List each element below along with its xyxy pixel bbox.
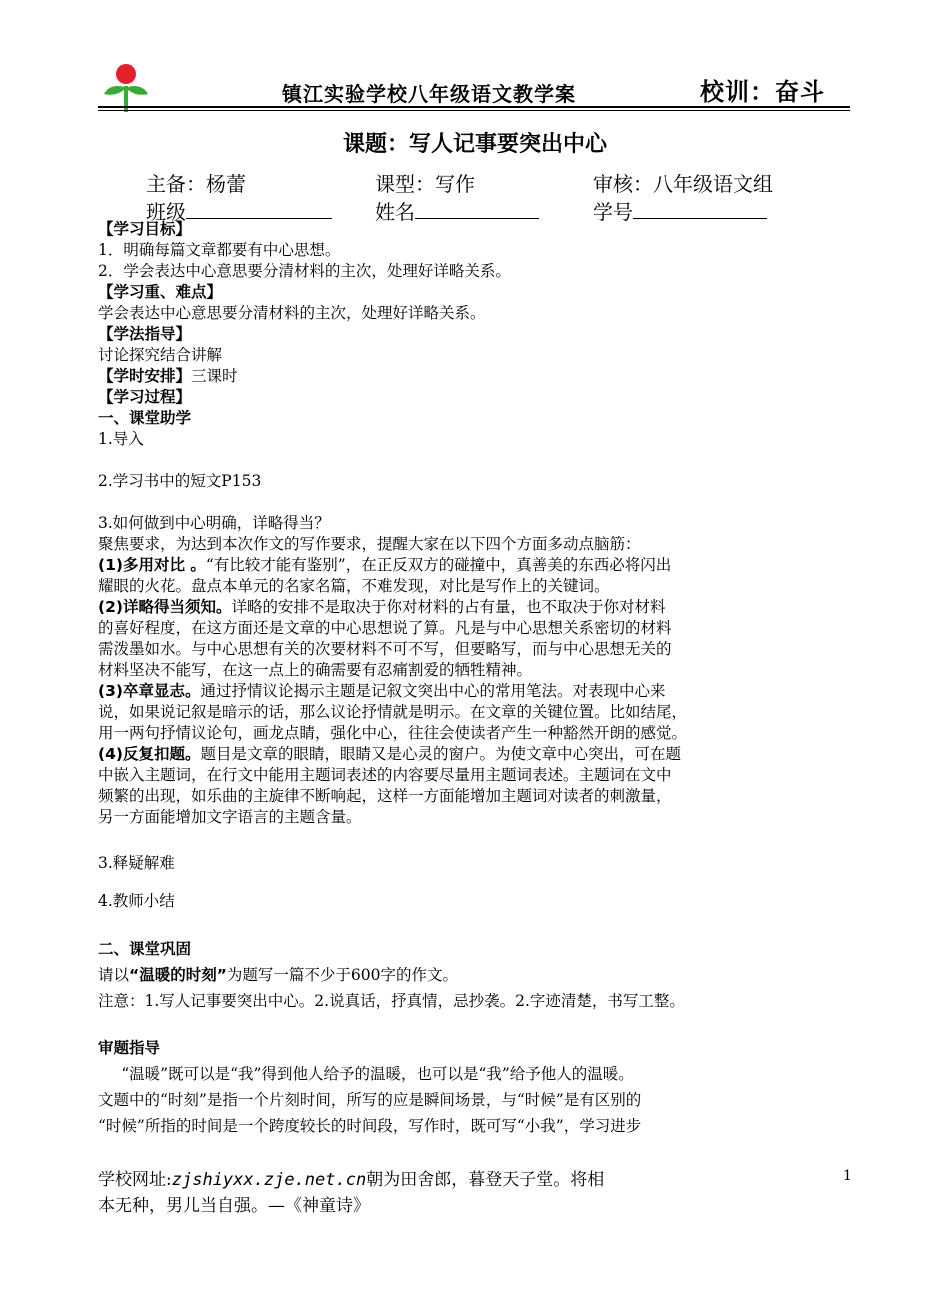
point-1-text: “有比较才能有鉴别”，在正反双方的碰撞中，真善美的东西必将闪出 xyxy=(205,556,672,574)
point-2 xyxy=(98,597,858,618)
site-label: 学校网址: xyxy=(98,1170,172,1190)
step-item: 4.教师小结 xyxy=(98,892,175,910)
type-label: 课型：写作 xyxy=(375,172,475,196)
step-item: 1.导入 xyxy=(98,430,144,448)
step-item: 3.如何做到中心明确，详略得当？ xyxy=(98,514,330,532)
page-footer xyxy=(98,1167,758,1219)
point-4-line: 频繁的出现，如乐曲的主旋律不断响起，这样一方面能增加主题词对读者的刺激量， xyxy=(98,787,672,805)
point-4-text: 题目是文章的眼睛，眼睛又是心灵的窗户。为使文章中心突出，可在题 xyxy=(200,745,681,763)
step-item: 3.释疑解难 xyxy=(98,854,175,872)
point-4-head: (4)反复扣题。 xyxy=(98,745,201,763)
method-heading: 【学法指导】 xyxy=(98,325,192,343)
time-text: 三课时 xyxy=(191,367,238,385)
point-2-line: 材料坚决不能写，在这一点上的确需要有忍痛割爱的牺牲精神。 xyxy=(98,661,533,679)
point-1-head: (1)多用对比 。 xyxy=(98,556,206,574)
name-blank[interactable] xyxy=(415,200,539,219)
point-3-line: 用一两句抒情议论句，画龙点睛，强化中心，往往会使读者产生一种豁然开朗的感觉。 xyxy=(98,724,688,742)
school-motto: 校训：奋斗 xyxy=(700,77,825,106)
step-item: 2.学习书中的短文P153 xyxy=(98,472,262,490)
point-2-head: (2)详略得当须知。 xyxy=(98,598,232,616)
task-pre: 请以 xyxy=(98,966,130,984)
part1-heading: 一、课堂助学 xyxy=(98,409,192,427)
header-rule xyxy=(98,106,850,108)
point-2-text: 详略的安排不是取决于你对材料的占有量，也不取决于你对材料 xyxy=(231,598,666,616)
poem-line-1: 朝为田舍郎，暮登天子堂。将相 xyxy=(366,1170,605,1190)
task-text xyxy=(98,962,858,988)
part2-heading: 二、课堂巩固 xyxy=(98,940,192,958)
author-label: 主备：杨蕾 xyxy=(146,172,246,196)
point-3-line: 说，如果说记叙是暗示的话，那么议论抒情就是明示。在文章的关键位置。比如结尾， xyxy=(98,703,688,721)
point-4-line: 另一方面能增加文字语言的主题含量。 xyxy=(98,808,362,826)
notice-text: 注意：1.写人记事要突出中心。2.说真话，抒真情，忌抄袭。2.字迹清楚，书写工整。 xyxy=(98,992,685,1010)
point-4-line: 中嵌入主题词，在行文中能用主题词表述的内容要尽量用主题词表述。主题词在文中 xyxy=(98,766,672,784)
footer-line-1 xyxy=(98,1167,758,1193)
guide-line: “时候”所指的时间是一个跨度较长的时间段，写作时，既可写“小我”，学习进步 xyxy=(98,1117,642,1135)
guide-heading: 审题指导 xyxy=(98,1039,161,1057)
review-label: 审核：八年级语文组 xyxy=(593,172,773,196)
class-blank[interactable] xyxy=(186,200,332,219)
name-label: 姓名 xyxy=(375,200,415,224)
goal-item: 1．明确每篇文章都要有中心思想。 xyxy=(98,241,341,259)
header-rule-thin xyxy=(98,110,850,111)
point-3-text: 通过抒情议论揭示主题是记叙文突出中心的常用笔法。对表现中心来 xyxy=(200,682,666,700)
number-label: 学号 xyxy=(593,200,633,224)
class-label: 班级 xyxy=(146,200,186,224)
guide-line: “温暖”既可以是“我”得到他人给予的温暖，也可以是“我”给予他人的温暖。 xyxy=(121,1065,634,1083)
page-number: 1 xyxy=(843,1168,852,1184)
school-title: 镇江实验学校八年级语文教学案 xyxy=(282,82,576,106)
point-1 xyxy=(98,555,858,576)
time-heading: 【学时安排】 xyxy=(98,367,192,385)
number-blank[interactable] xyxy=(633,200,767,219)
guide-line: 文题中的“时刻”是指一个片刻时间，所写的应是瞬间场景，与“时候”是有区别的 xyxy=(98,1091,642,1109)
point-1-line: 耀眼的火花。盘点本单元的名家名篇，不难发现，对比是写作上的关键词。 xyxy=(98,577,610,595)
goal-item: 2．学会表达中心意思要分清材料的主次，处理好详略关系。 xyxy=(98,262,511,280)
point-2-line: 的喜好程度，在这方面还是文章的中心思想说了算。凡是与中心思想关系密切的材料 xyxy=(98,619,672,637)
goals-heading: 【学习目标】 xyxy=(98,220,192,238)
key-points-heading: 【学习重、难点】 xyxy=(98,283,223,301)
point-3 xyxy=(98,681,858,702)
poem-line-2: 本无种，男儿当自强。—《神童诗》 xyxy=(98,1196,370,1216)
time-row xyxy=(98,366,858,387)
point-2-line: 需泼墨如水。与中心思想有关的次要材料不可不写，但要略写，而与中心思想无关的 xyxy=(98,640,672,658)
lesson-title: 课题：写人记事要突出中心 xyxy=(342,131,607,157)
point-3-head: (3)卒章显志。 xyxy=(98,682,201,700)
task-title: “温暖的时刻” xyxy=(129,966,227,984)
intro-text: 聚焦要求，为达到本次作文的写作要求，提醒大家在以下四个方面多动点脑筋： xyxy=(98,535,641,553)
key-points-text: 学会表达中心意思要分清材料的主次，处理好详略关系。 xyxy=(98,304,486,322)
method-text: 讨论探究结合讲解 xyxy=(98,346,223,364)
point-4 xyxy=(98,744,858,765)
site-url[interactable]: zjshiyxx.zje.net.cn xyxy=(171,1170,367,1190)
process-heading: 【学习过程】 xyxy=(98,388,192,406)
lesson-content xyxy=(98,219,858,1139)
task-post: 为题写一篇不少于600字的作文。 xyxy=(226,966,458,984)
